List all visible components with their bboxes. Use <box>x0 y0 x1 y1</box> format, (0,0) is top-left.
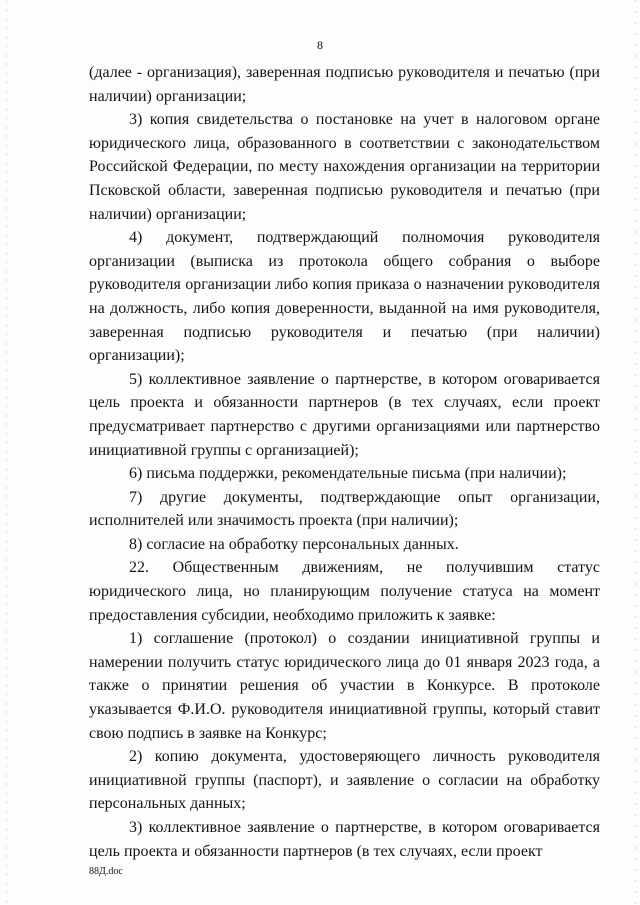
paragraph-item-4: 4) документ, подтверждающий полномочия руководителя организации (выписка из протокола общего собрания о выборе руководителя организации либо копия приказа о назначении руководителя на должность, либо копия доверенности, выданной на имя руководителя, заверенная подписью руководителя и печатью (при наличии) организации); <box>89 229 600 365</box>
footer-filename: 88Д.doc <box>89 866 123 877</box>
document-body <box>89 61 600 863</box>
scan-edge-right <box>635 0 636 905</box>
paragraph-item-6: 6) письма поддержки, рекомендательные письма (при наличии); <box>129 465 567 483</box>
paragraph-sub-item-2: 2) копию документа, удостоверяющего личность руководителя инициативной группы (паспорт), и заявление о согласии на обработку персональных данных; <box>89 748 600 813</box>
paragraph-item-7: 7) другие документы, подтверждающие опыт организации, исполнителей или значимость проекта (при наличии); <box>89 488 600 530</box>
paragraph-section-22: 22. Общественным движениям, не получившим статус юридического лица, но планирующим получение статуса на момент предоставления субсидии, необходимо приложить к заявке: <box>89 559 600 624</box>
paragraph-continuation: (далее - организация), заверенная подписью руководителя и печатью (при наличии) организации; <box>89 64 600 105</box>
scan-edge-left <box>6 0 7 905</box>
paragraph-sub-item-1: 1) соглашение (протокол) о создании инициативной группы и намерении получить статус юридического лица до 01 января 2023 года, а также о принятии решения об участии в Конкурсе. В протоколе указывается Ф.И.О. руководителя инициативной группы, который ставит свою подпись в заявке на Конкурс; <box>89 630 600 742</box>
paragraph-item-5: 5) коллективное заявление о партнерстве, в котором оговаривается цель проекта и обязанности партнеров (в тех случаях, если проект предусматривает партнерство с другими организациями или партнерство инициативной группы с организацией); <box>89 370 600 459</box>
paragraph-item-3: 3) копия свидетельства о постановке на учет в налоговом органе юридического лица, образованного в соответствии с законодательством Российской Федерации, по месту нахождения организации на территории Псковской области, заверенная подписью руководителя и печатью (при наличии) организации; <box>89 111 600 223</box>
paragraph-sub-item-3: 3) коллективное заявление о партнерстве, в котором оговаривается цель проекта и обязанности партнеров (в тех случаях, если проект <box>89 819 600 860</box>
page-number: 8 <box>317 38 323 52</box>
paragraph-item-8: 8) согласие на обработку персональных данных. <box>129 535 459 553</box>
